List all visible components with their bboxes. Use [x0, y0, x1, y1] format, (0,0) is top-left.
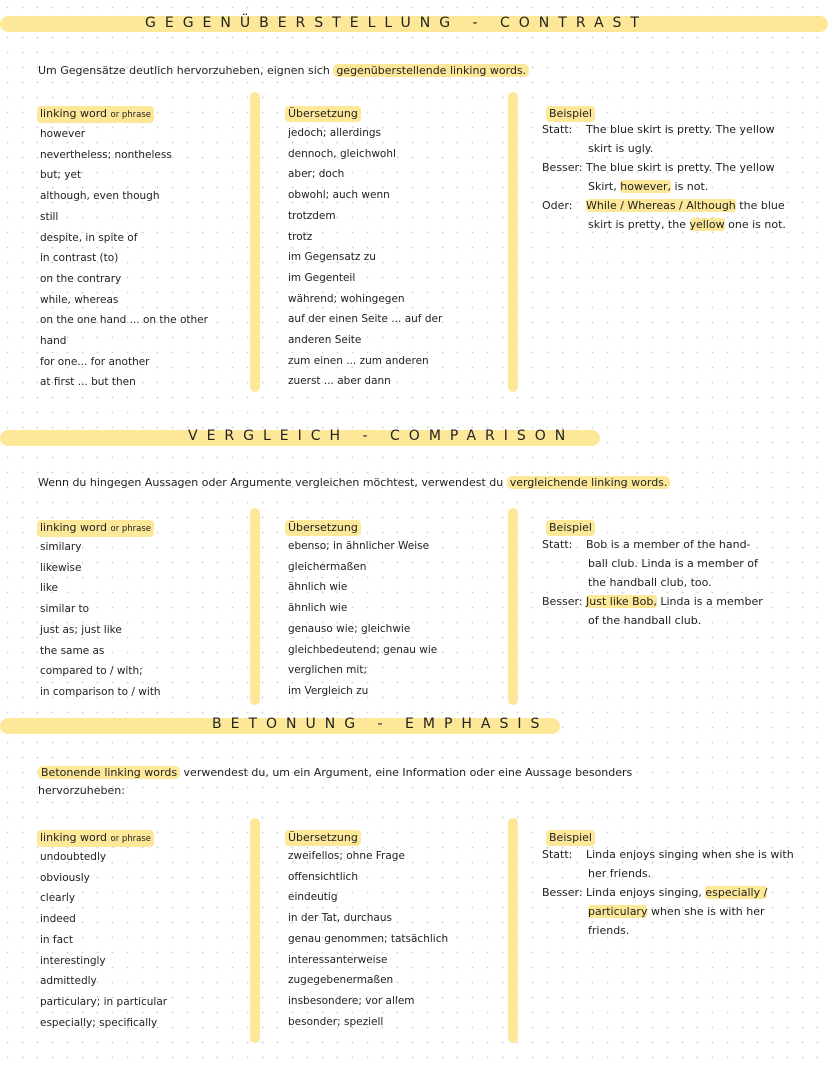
- translation-item: zum einen ... zum anderen: [288, 354, 429, 367]
- translation-item: interessanterweise: [288, 953, 388, 966]
- linking-word-item: in fact: [40, 933, 73, 946]
- linking-word-item: particulary; in particular: [40, 995, 168, 1008]
- emphasis-translation-heading: Übersetzung: [285, 830, 361, 846]
- translation-item: im Gegenteil: [288, 271, 356, 284]
- contrast-example-column: [545, 102, 825, 122]
- contrast-translation-heading: Übersetzung: [285, 106, 361, 122]
- translation-item: zugegebenermaßen: [288, 974, 394, 987]
- linking-word-item: nevertheless; nontheless: [40, 148, 172, 161]
- translation-item: besonder; speziell: [288, 1015, 384, 1028]
- translation-item: zweifellos; ohne Frage: [288, 850, 405, 862]
- translation-item: gleichbedeutend; genau wie: [288, 643, 438, 656]
- translation-item: im Vergleich zu: [288, 684, 369, 697]
- emphasis-example-column: [545, 826, 825, 846]
- linking-word-item: still: [40, 210, 59, 223]
- emphasis-linking-words-column: [40, 826, 245, 1033]
- comparison-linking-words-column: [40, 516, 245, 703]
- linking-word-item: hand: [40, 335, 67, 348]
- translation-item: auf der einen Seite ... auf der: [288, 313, 443, 326]
- emphasis-ex-besser-line2: particulary when she is with her: [588, 905, 765, 918]
- comparison-divider-right: [508, 508, 518, 705]
- linking-word-item: admittedly: [40, 975, 97, 988]
- linking-word-item: for one... for another: [40, 355, 150, 368]
- emphasis-ex-besser-label: Besser:: [542, 886, 583, 899]
- linking-word-item: interestingly: [40, 954, 106, 967]
- emphasis-example-body: Statt: Linda enjoys singing when she is with her friends. Besser: Linda enjoys singing, especially / particulary when she is with her friends.: [542, 845, 827, 940]
- contrast-linking-words-column: [40, 102, 245, 393]
- linking-word-item: like: [40, 582, 59, 595]
- translation-item: offensichtlich: [288, 870, 358, 883]
- contrast-ex-statt-line2: skirt is ugly.: [588, 142, 654, 155]
- emphasis-ex-besser-highlight: especially /: [705, 886, 768, 899]
- contrast-ex-besser-highlight: however,: [620, 180, 672, 193]
- comparison-example-column: [545, 516, 825, 536]
- linking-word-item: but; yet: [40, 169, 82, 182]
- linking-word-item: in comparison to / with: [40, 685, 161, 698]
- emphasis-intro-text: verwendest du, um ein Argument, eine Information oder eine Aussage besonders: [183, 766, 633, 779]
- translation-item: jedoch; allerdings: [288, 127, 382, 139]
- linking-word-item: on the one hand ... on the other: [40, 314, 208, 327]
- comparison-intro: [38, 476, 670, 489]
- comparison-ex-statt-label: Statt:: [542, 538, 573, 551]
- emphasis-ex-besser-line3: friends.: [588, 924, 630, 937]
- translation-item: ähnlich wie: [288, 581, 348, 594]
- translation-item: im Gegensatz zu: [288, 251, 376, 264]
- emphasis-ex-statt-label: Statt:: [542, 848, 573, 861]
- linking-word-item: similary: [40, 541, 82, 553]
- emphasis-divider-right: [508, 818, 518, 1043]
- contrast-divider-left: [250, 92, 260, 392]
- emphasis-item-list: [40, 847, 245, 1033]
- emphasis-column-heading: linking word or phrase: [37, 830, 154, 847]
- comparison-ex-besser-highlight: Just like Bob,: [586, 595, 657, 608]
- linking-word-item: at first ... but then: [40, 376, 136, 389]
- contrast-section-title: GEGENÜBERSTELLUNG - CONTRAST: [145, 15, 648, 31]
- contrast-translation-column: [288, 102, 498, 392]
- emphasis-intro: [38, 766, 632, 779]
- comparison-ex-besser-label: Besser:: [542, 595, 583, 608]
- comparison-intro-text: Wenn du hingegen Aussagen oder Argumente vergleichen möchtest, verwendest du: [38, 476, 504, 489]
- emphasis-intro-highlight: Betonende linking words: [38, 766, 180, 779]
- contrast-ex-statt-label: Statt:: [542, 123, 573, 136]
- contrast-ex-oder-highlight: While / Whereas / Although: [586, 199, 736, 212]
- contrast-intro: [38, 64, 529, 77]
- linking-word-item: while, whereas: [40, 293, 119, 306]
- comparison-translation-list: [288, 536, 498, 702]
- translation-item: anderen Seite: [288, 334, 362, 347]
- comparison-divider-left: [250, 508, 260, 705]
- emphasis-ex-besser-highlight2: particulary: [588, 905, 648, 918]
- translation-item: trotzdem: [288, 209, 336, 222]
- contrast-column-heading: linking word or phrase: [37, 106, 154, 123]
- emphasis-translation-column: [288, 826, 498, 1032]
- linking-word-item: obviously: [40, 871, 90, 884]
- contrast-intro-text: Um Gegensätze deutlich hervorzuheben, eignen sich: [38, 64, 330, 77]
- linking-word-item: likewise: [40, 561, 82, 574]
- contrast-ex-statt-line1: The blue skirt is pretty. The yellow: [586, 123, 775, 136]
- contrast-ex-oder-line2: skirt is pretty, the yellow one is not.: [588, 218, 786, 231]
- translation-item: genau genommen; tatsächlich: [288, 932, 449, 945]
- linking-word-item: undoubtedly: [40, 851, 107, 863]
- comparison-section-title: VERGLEICH - COMPARISON: [188, 428, 575, 444]
- emphasis-divider-left: [250, 818, 260, 1043]
- linking-word-item: clearly: [40, 892, 76, 905]
- contrast-ex-oder-label: Oder:: [542, 199, 573, 212]
- translation-item: trotz: [288, 230, 313, 243]
- contrast-divider-right: [508, 92, 518, 392]
- linking-word-item: despite, in spite of: [40, 231, 138, 244]
- comparison-ex-besser-line2: of the handball club.: [588, 614, 702, 627]
- emphasis-translation-list: [288, 846, 498, 1032]
- contrast-intro-highlight: gegenüberstellende linking words.: [333, 64, 529, 77]
- contrast-ex-besser-line2: Skirt, however, is not.: [588, 180, 709, 193]
- contrast-ex-oder-highlight2: yellow: [689, 218, 725, 231]
- comparison-ex-statt-line2: ball club. Linda is a member of: [588, 557, 758, 570]
- translation-item: obwohl; auch wenn: [288, 189, 390, 202]
- linking-word-item: indeed: [40, 913, 76, 926]
- contrast-example-body: Statt: The blue skirt is pretty. The yellow skirt is ugly. Besser: The blue skirt is pretty. The yellow Skirt, however, is not. Oder: While / Whereas / Although the blue skirt is pretty, the yellow one is not.: [542, 120, 827, 234]
- linking-word-item: compared to / with;: [40, 665, 143, 678]
- comparison-translation-heading: Übersetzung: [285, 520, 361, 536]
- linking-word-item: although, even though: [40, 190, 160, 203]
- comparison-item-list: [40, 537, 245, 703]
- translation-item: während; wohingegen: [288, 292, 405, 305]
- contrast-ex-besser-label: Besser:: [542, 161, 583, 174]
- linking-word-item: just as; just like: [40, 623, 122, 636]
- comparison-example-body: Statt: Bob is a member of the hand- ball club. Linda is a member of the handball club, too. Besser: Just like Bob, Linda is a member of the handball club.: [542, 535, 827, 630]
- translation-item: insbesondere; vor allem: [288, 994, 415, 1007]
- translation-item: aber; doch: [288, 168, 345, 181]
- contrast-item-list: [40, 124, 245, 393]
- contrast-example-heading: Beispiel: [546, 106, 595, 122]
- comparison-column-heading: linking word or phrase: [37, 520, 154, 537]
- comparison-ex-statt-line1: Bob is a member of the hand-: [586, 538, 751, 551]
- emphasis-ex-statt-line2: her friends.: [588, 867, 652, 880]
- linking-word-item: especially; specifically: [40, 1016, 158, 1029]
- emphasis-section-title: BETONUNG - EMPHASIS: [212, 716, 549, 732]
- comparison-translation-column: [288, 516, 498, 702]
- contrast-ex-besser-line1: The blue skirt is pretty. The yellow: [586, 161, 775, 174]
- linking-word-item: in contrast (to): [40, 252, 119, 265]
- translation-item: dennoch, gleichwohl: [288, 147, 396, 160]
- contrast-translation-list: [288, 123, 498, 392]
- linking-word-item: similar to: [40, 603, 90, 616]
- emphasis-ex-statt-line1: Linda enjoys singing when she is with: [586, 848, 794, 861]
- translation-item: eindeutig: [288, 891, 338, 904]
- translation-item: in der Tat, durchaus: [288, 912, 392, 925]
- comparison-ex-statt-line3: the handball club, too.: [588, 576, 712, 589]
- translation-item: verglichen mit;: [288, 664, 367, 677]
- translation-item: ähnlich wie: [288, 602, 348, 615]
- translation-item: genauso wie; gleichwie: [288, 622, 411, 635]
- linking-word-item: the same as: [40, 644, 105, 657]
- translation-item: ebenso; in ähnlicher Weise: [288, 540, 430, 552]
- emphasis-example-heading: Beispiel: [546, 830, 595, 846]
- translation-item: zuerst ... aber dann: [288, 375, 391, 388]
- comparison-example-heading: Beispiel: [546, 520, 595, 536]
- linking-word-item: however: [40, 128, 86, 140]
- emphasis-intro-line2: hervorzuheben:: [38, 784, 125, 797]
- comparison-intro-highlight: vergleichende linking words.: [507, 476, 671, 489]
- translation-item: gleichermaßen: [288, 560, 367, 573]
- linking-word-item: on the contrary: [40, 272, 122, 285]
